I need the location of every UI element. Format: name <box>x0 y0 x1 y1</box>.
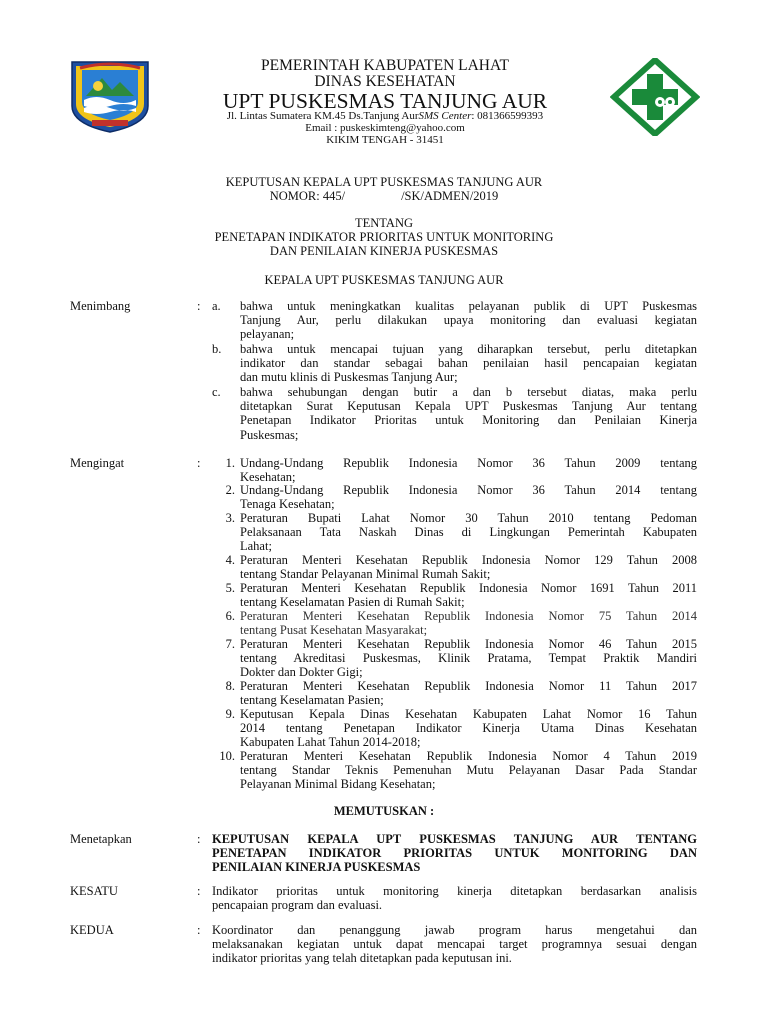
item-line: Peraturan Menteri Kesehatan Republik Indonesia Nomor 11 Tahun 2017 <box>240 679 697 693</box>
item-line: tentang Akreditasi Puskesmas, Klinik Pratama, Tempat Praktik Mandiri <box>240 651 697 666</box>
item-line: bahwa untuk mencapai tujuan yang diharapkan tersebut, perlu ditetapkan <box>240 342 697 356</box>
puskesmas-logo <box>610 58 700 136</box>
item-line: 2014 tentang Penetapan Indikator Kinerja Utama Dinas Kesehatan <box>240 721 697 736</box>
decree-official: KEPALA UPT PUSKESMAS TANJUNG AUR <box>264 273 504 287</box>
item-line: Peraturan Menteri Kesehatan Republik Indonesia Nomor 46 Tahun 2015 <box>240 637 697 651</box>
item-line: Undang-Undang Republik Indonesia Nomor 36 Tahun 2014 tentang <box>240 483 697 497</box>
kesatu-label: KESATU <box>70 884 118 898</box>
item-marker: 1. <box>225 456 235 470</box>
sms-label: SMS Center <box>418 110 472 122</box>
menetapkan-line: PENILAIAN KINERJA PUSKESMAS <box>212 860 421 875</box>
kesatu-colon: : <box>197 884 201 898</box>
item-line: Peraturan Menteri Kesehatan Republik Indonesia Nomor 129 Tahun 2008 <box>240 553 697 567</box>
item-marker: c. <box>212 385 221 399</box>
item-line: Puskesmas; <box>240 427 299 442</box>
item-marker: a. <box>212 299 221 313</box>
menetapkan-line: PENETAPAN INDIKATOR PRIORITAS UNTUK MONITORING DAN <box>212 846 697 861</box>
item-line: bahwa untuk meningkatkan kualitas pelayanan publik di UPT Puskesmas <box>240 299 697 313</box>
item-line: tentang Standar Pelayanan Minimal Rumah Sakit; <box>240 567 491 582</box>
item-marker: b. <box>212 342 222 356</box>
item-line: tentang Keselamatan Pasien di Rumah Sakit; <box>240 595 465 610</box>
item-marker: 10. <box>219 749 235 763</box>
kedua-line: Koordinator dan penanggung jawab program harus mengetahui dan <box>212 923 697 937</box>
letterhead-title: UPT PUSKESMAS TANJUNG AUR <box>222 89 548 113</box>
item-line: tentang Standar Teknis Pemenuhan Mutu Pelayanan Dasar Pada Standar <box>240 763 697 778</box>
kabupaten-lahat-emblem <box>68 58 152 134</box>
item-line: dan mutu klinis di Puskesmas Tanjung Aur; <box>240 370 458 385</box>
menetapkan-line: KEPUTUSAN KEPALA UPT PUSKESMAS TANJUNG AUR TENTANG <box>212 832 697 846</box>
letterhead-area: KIKIM TENGAH - 31451 <box>326 134 444 146</box>
nomor-prefix: NOMOR: 445/ <box>269 189 346 203</box>
item-line: Lahat; <box>240 539 272 554</box>
memutuskan-heading: MEMUTUSKAN : <box>333 804 435 818</box>
item-marker: 5. <box>225 581 235 595</box>
letterhead-line-1: PEMERINTAH KABUPATEN LAHAT <box>261 57 509 74</box>
sms-number: : 081366599393 <box>471 110 544 122</box>
menimbang-label: Menimbang <box>70 299 131 313</box>
letterhead-address <box>160 111 610 122</box>
kedua-colon: : <box>197 923 201 937</box>
item-line: Peraturan Menteri Kesehatan Republik Indonesia Nomor 1691 Tahun 2011 <box>240 581 697 595</box>
kedua-line: melaksanakan kegiatan untuk dapat mencapai target programnya sesuai dengan <box>212 937 697 952</box>
decree-subject-2: DAN PENILAIAN KINERJA PUSKESMAS <box>269 244 499 258</box>
item-line: Peraturan Menteri Kesehatan Republik Indonesia Nomor 4 Tahun 2019 <box>240 749 697 763</box>
item-line: Keputusan Kepala Dinas Kesehatan Kabupaten Lahat Nomor 16 Tahun <box>240 707 697 721</box>
letterhead-line-2: DINAS KESEHATAN <box>314 73 456 90</box>
item-marker: 4. <box>225 553 235 567</box>
item-line: pelayanan; <box>240 327 295 342</box>
item-line: Pelaksanaan Tata Naskah Dinas di Lingkungan Pemerintah Kabupaten <box>240 525 697 540</box>
kesatu-line: Indikator prioritas untuk monitoring kinerja ditetapkan berdasarkan analisis <box>212 884 697 898</box>
kedua-label: KEDUA <box>70 923 114 937</box>
item-line: tentang Pusat Kesehatan Masyarakat; <box>240 623 428 638</box>
item-line: bahwa sehubungan dengan butir a dan b tersebut diatas, maka perlu <box>240 385 697 399</box>
item-line: indikator dan standar sebagai bahan penilaian hasil pencapaian kegiatan <box>240 356 697 371</box>
menetapkan-colon: : <box>197 832 201 846</box>
item-marker: 6. <box>225 609 235 623</box>
item-line: Penetapan Indikator Prioritas untuk Monitoring dan Penilaian Kinerja <box>240 413 697 428</box>
item-line: Kabupaten Lahat Tahun 2014-2018; <box>240 735 421 750</box>
nomor-suffix: /SK/ADMEN/2019 <box>401 189 499 203</box>
decree-subject-1: PENETAPAN INDIKATOR PRIORITAS UNTUK MONITORING <box>214 230 554 244</box>
mengingat-label: Mengingat <box>70 456 125 470</box>
item-marker: 9. <box>225 707 235 721</box>
item-line: Peraturan Bupati Lahat Nomor 30 Tahun 2010 tentang Pedoman <box>240 511 697 525</box>
menimbang-colon: : <box>197 299 201 313</box>
item-line: Tenaga Kesehatan; <box>240 497 335 512</box>
menetapkan-label: Menetapkan <box>70 832 132 846</box>
item-line: tentang Keselamatan Pasien; <box>240 693 384 708</box>
item-marker: 2. <box>225 483 235 497</box>
item-line: Dokter dan Dokter Gigi; <box>240 665 363 680</box>
kesatu-line: pencapaian program dan evaluasi. <box>212 898 383 913</box>
item-line: Kesehatan; <box>240 470 296 485</box>
item-line: Pelayanan Minimal Bidang Kesehatan; <box>240 777 436 792</box>
letterhead-email: Email : puskeskimteng@yahoo.com <box>305 122 465 134</box>
decree-number <box>0 189 768 204</box>
kedua-line: indikator prioritas yang telah ditetapkan pada keputusan ini. <box>212 951 512 966</box>
address-text: Jl. Lintas Sumatera KM.45 Ds.Tanjung Aur <box>226 110 419 122</box>
item-marker: 8. <box>225 679 235 693</box>
decree-title: KEPUTUSAN KEPALA UPT PUSKESMAS TANJUNG AUR <box>225 175 543 189</box>
mengingat-colon: : <box>197 456 201 470</box>
item-line: ditetapkan Surat Keputusan Kepala UPT Puskesmas Tanjung Aur tentang <box>240 399 697 414</box>
item-marker: 7. <box>225 637 235 651</box>
item-line: Undang-Undang Republik Indonesia Nomor 36 Tahun 2009 tentang <box>240 456 697 470</box>
item-marker: 3. <box>225 511 235 525</box>
item-line: Tanjung Aur, perlu dilakukan upaya monitoring dan evaluasi kegiatan <box>240 313 697 328</box>
item-line: Peraturan Menteri Kesehatan Republik Indonesia Nomor 75 Tahun 2014 <box>240 609 697 623</box>
decree-tentang: TENTANG <box>354 216 413 230</box>
